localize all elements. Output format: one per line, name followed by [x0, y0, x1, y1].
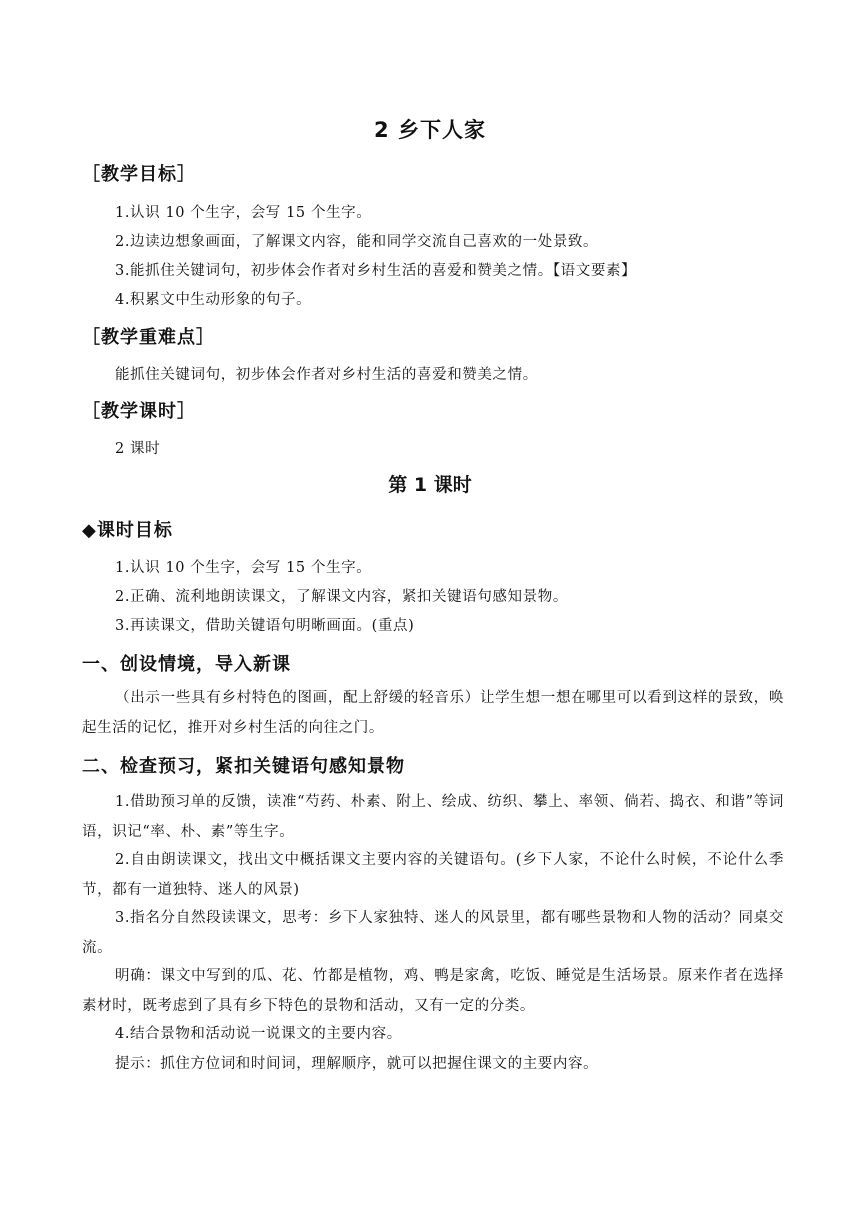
teaching-goals-heading: ［教学目标］: [82, 164, 196, 185]
teaching-goal-2: 2.边读边想象画面，了解课文内容，能和同学交流自己喜欢的一处景致。: [115, 234, 599, 250]
section-1-heading: 一、创设情境，导入新课: [82, 654, 291, 675]
lesson-goal-1: 1.认识 10 个生字，会写 15 个生字。: [115, 560, 372, 576]
teaching-goal-4: 4.积累文中生动形象的句子。: [115, 292, 312, 308]
teaching-goal-1: 1.认识 10 个生字，会写 15 个生字。: [115, 205, 372, 221]
lesson-goals-heading: ◆课时目标: [82, 520, 173, 541]
section-2-paragraph-2: 2.自由朗读课文，找出文中概括课文主要内容的关键语句。(乡下人家，不论什么时候，不论什么季节，都有一道独特、迷人的风景): [82, 852, 784, 898]
section-2-paragraph-6: 提示：抓住方位词和时间词，理解顺序，就可以把握住课文的主要内容。: [115, 1056, 599, 1072]
section-2-paragraph-5: 4.结合景物和活动说一说课文的主要内容。: [115, 1026, 402, 1042]
lesson-goal-2: 2.正确、流利地朗读课文，了解课文内容，紧扣关键语句感知景物。: [115, 589, 568, 605]
section-2-paragraph-3: 3.指名分自然段读课文，思考：乡下人家独特、迷人的风景里，都有哪些景物和人物的活动？同桌交流。: [82, 910, 784, 956]
teaching-goal-3: 3.能抓住关键词句，初步体会作者对乡村生活的喜爱和赞美之情。【语文要素】: [115, 263, 637, 279]
section-2-heading: 二、检查预习，紧扣关键语句感知景物: [82, 756, 405, 777]
section-1-paragraph: （出示一些具有乡村特色的图画，配上舒缓的轻音乐）让学生想一想在哪里可以看到这样的景致，唤起生活的记忆，推开对乡村生活的向往之门。: [82, 690, 784, 736]
teaching-periods-text: 2 课时: [115, 441, 161, 457]
key-points-heading: ［教学重难点］: [82, 327, 215, 348]
lesson-title: 2 乡下人家: [374, 118, 486, 142]
section-2-paragraph-1: 1.借助预习单的反馈，读准“芍药、朴素、附上、绘成、纺织、攀上、率领、倘若、捣衣、和谐”等词语，识记“率、朴、素”等生字。: [82, 794, 784, 840]
section-2-paragraph-4: 明确：课文中写到的瓜、花、竹都是植物，鸡、鸭是家禽，吃饭、睡觉是生活场景。原来作者在选择素材时，既考虑到了具有乡下特色的景物和活动，又有一定的分类。: [82, 968, 784, 1014]
teaching-periods-heading: ［教学课时］: [82, 401, 196, 422]
key-points-text: 能抓住关键词句，初步体会作者对乡村生活的喜爱和赞美之情。: [115, 367, 538, 383]
lesson-goal-3: 3.再读课文，借助关键语句明晰画面。(重点): [115, 618, 415, 634]
lesson-1-title: 第 1 课时: [388, 474, 472, 496]
